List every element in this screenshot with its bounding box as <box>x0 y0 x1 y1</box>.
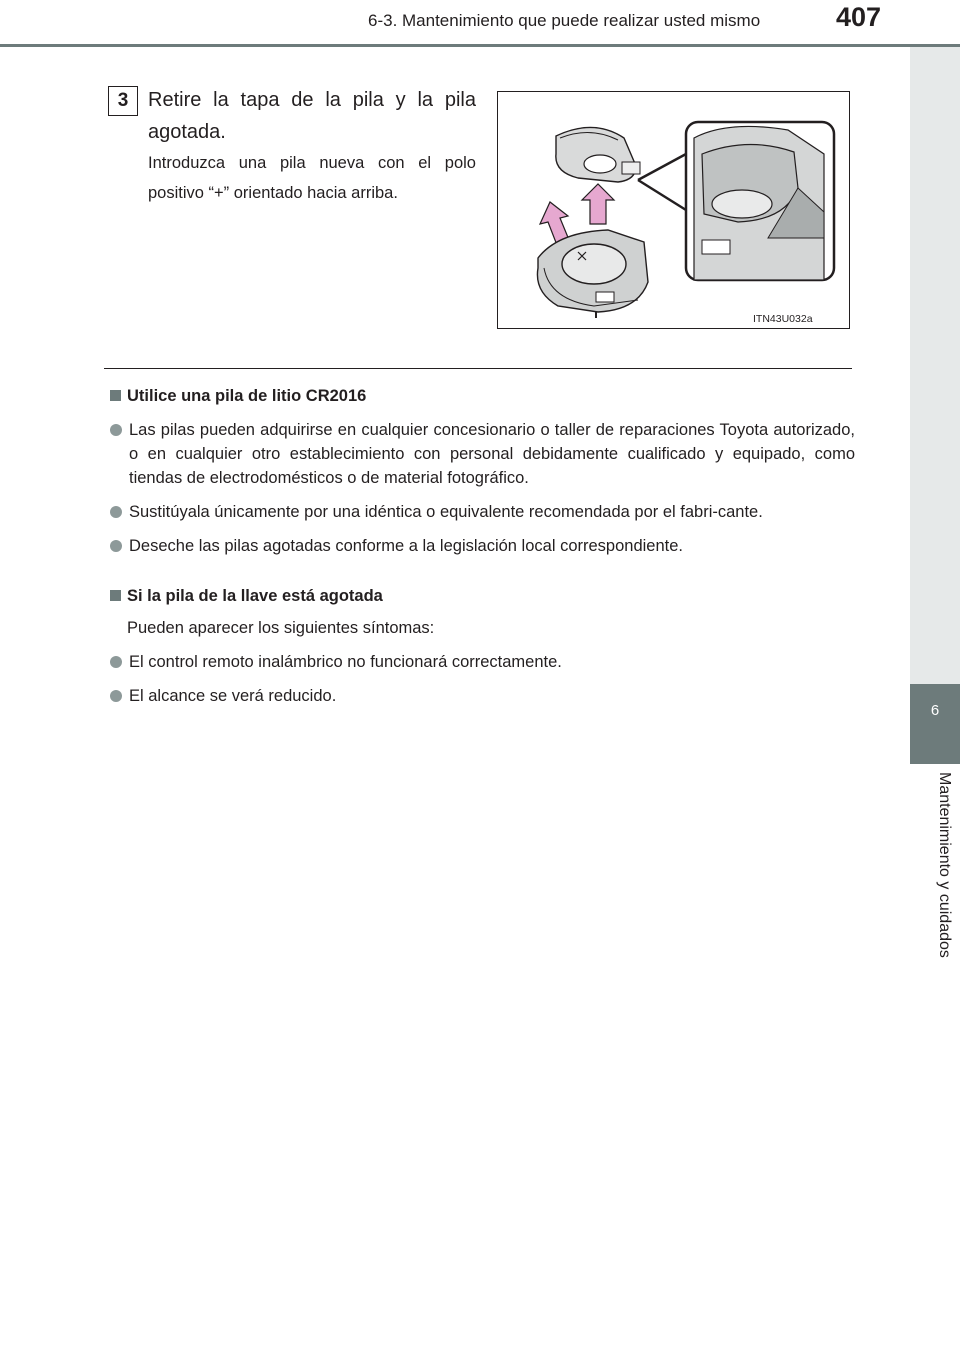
square-bullet-icon <box>110 390 121 401</box>
page-number: 407 <box>836 2 882 32</box>
section-heading: Si la pila de la llave está agotada <box>110 584 855 608</box>
square-bullet-icon <box>110 590 121 601</box>
step-title: Retire la tapa de la pila y la pila agotada. <box>148 89 476 143</box>
section-heading: Utilice una pila de litio CR2016 <box>110 384 855 408</box>
list-item: El control remoto inalámbrico no funcionará correctamente. <box>110 650 855 674</box>
header-section-title: 6-3. Mantenimiento que puede realizar usted mismo <box>368 11 761 30</box>
battery-cover-icon <box>556 127 640 182</box>
key-housing-zoom-icon <box>694 126 824 280</box>
section-divider <box>104 368 852 369</box>
side-tab-strip <box>910 47 960 684</box>
side-tab-chapter-title: Mantenimiento y cuidados <box>936 772 953 958</box>
list-item: Deseche las pilas agotadas conforme a la legislación local correspondiente. <box>110 534 855 558</box>
side-tab-chapter-number: 6 <box>930 702 940 719</box>
round-bullet-icon <box>110 656 122 668</box>
step-description: Introduzca una pila nueva con el polo positivo “+” orientado hacia arriba. <box>148 154 476 202</box>
coin-battery-icon <box>562 244 626 284</box>
round-bullet-icon <box>110 506 122 518</box>
section-battery-type <box>110 384 855 558</box>
figure-id-label: ITN43U032a <box>753 313 813 325</box>
list-item: Las pilas pueden adquirirse en cualquier concesionario o taller de reparaciones Toyota autorizado, o en cualquier otro establecimiento con personal debidamente cualificado y equipado, como tiendas de electrodomésticos o de material fotográfico. <box>110 418 855 490</box>
round-bullet-icon <box>110 690 122 702</box>
round-bullet-icon <box>110 540 122 552</box>
list-item: El alcance se verá reducido. <box>110 684 855 708</box>
side-tab-label <box>910 764 960 1024</box>
section-intro: Pueden aparecer los siguientes síntomas: <box>127 619 435 637</box>
section-key-battery-depleted <box>110 584 855 708</box>
round-bullet-icon <box>110 424 122 436</box>
list-item: Sustitúyala únicamente por una idéntica o equivalente recomendada por el fabri-cante. <box>110 500 855 524</box>
side-tab-chapter-box[interactable] <box>910 684 960 764</box>
step-number-badge: 3 <box>108 86 138 116</box>
header-rule <box>0 44 960 47</box>
battery-illustration <box>498 92 851 330</box>
battery-replacement-figure <box>497 91 850 329</box>
